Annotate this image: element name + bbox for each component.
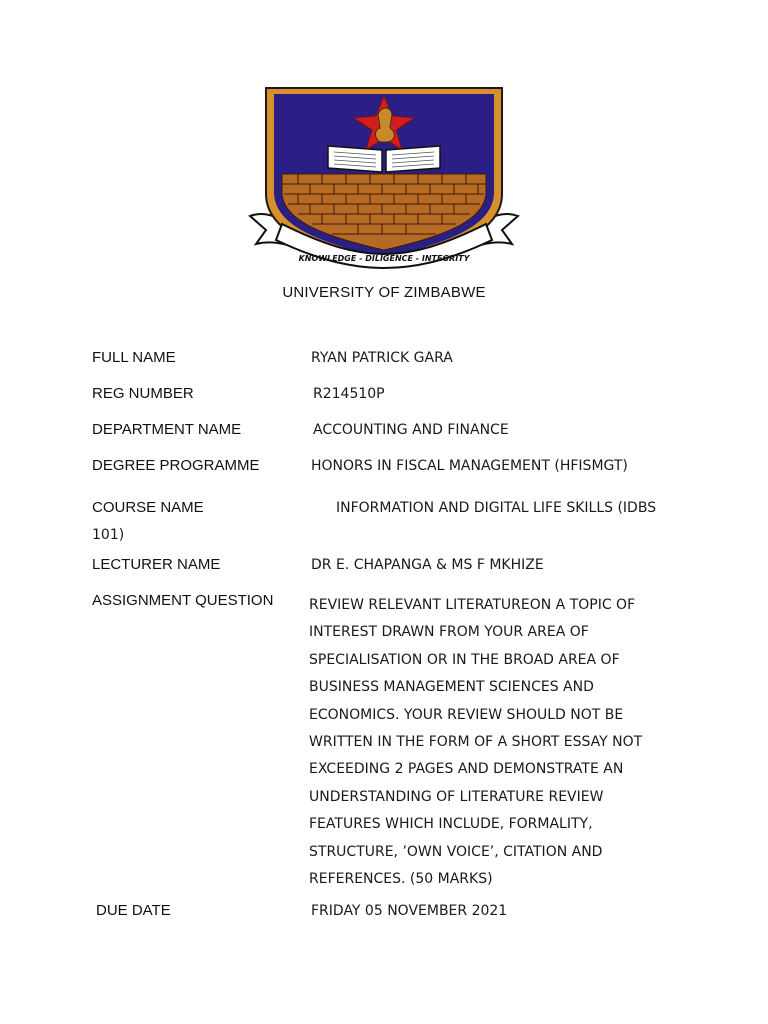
course-name-block bbox=[92, 494, 692, 548]
question-line: REFERENCES. (50 MARKS) bbox=[309, 871, 493, 888]
question-line: BUSINESS MANAGEMENT SCIENCES AND bbox=[309, 679, 594, 696]
lecturer-value: DR E. CHAPANGA & MS F MKHIZE bbox=[311, 557, 544, 573]
full-name-value: RYAN PATRICK GARA bbox=[311, 350, 453, 366]
full-name-label: FULL NAME bbox=[92, 349, 176, 366]
department-value: ACCOUNTING AND FINANCE bbox=[313, 422, 509, 438]
question-line: UNDERSTANDING OF LITERATURE REVIEW bbox=[309, 788, 604, 805]
reg-number-label: REG NUMBER bbox=[92, 385, 194, 402]
university-title bbox=[0, 284, 768, 301]
crest-motto: KNOWLEDGE - DILIGENCE - INTEGRITY bbox=[298, 254, 470, 263]
reg-number-value: R214510P bbox=[313, 386, 385, 402]
question-line: WRITTEN IN THE FORM OF A SHORT ESSAY NOT bbox=[309, 734, 643, 751]
assignment-question-text bbox=[309, 592, 679, 893]
course-name-label: COURSE NAME bbox=[92, 499, 204, 516]
degree-value: HONORS IN FISCAL MANAGEMENT (HFISMGT) bbox=[311, 458, 628, 474]
course-name-value-cont: 101) bbox=[92, 527, 125, 543]
university-crest-logo bbox=[246, 84, 522, 270]
question-line: INTEREST DRAWN FROM YOUR AREA OF bbox=[309, 624, 589, 641]
question-line: EXCEEDING 2 PAGES AND DEMONSTRATE AN bbox=[309, 761, 624, 778]
degree-label: DEGREE PROGRAMME bbox=[92, 457, 260, 474]
course-name-value: INFORMATION AND DIGITAL LIFE SKILLS (IDBS bbox=[336, 500, 657, 516]
question-line: FEATURES WHICH INCLUDE, FORMALITY, bbox=[309, 816, 593, 833]
lecturer-label: LECTURER NAME bbox=[92, 556, 221, 573]
university-name: UNIVERSITY OF ZIMBABWE bbox=[282, 284, 486, 301]
question-line: STRUCTURE, ’OWN VOICE’, CITATION AND bbox=[309, 843, 603, 860]
assignment-question-label: ASSIGNMENT QUESTION bbox=[92, 592, 274, 609]
question-line: ECONOMICS. YOUR REVIEW SHOULD NOT BE bbox=[309, 706, 624, 723]
department-label: DEPARTMENT NAME bbox=[92, 421, 242, 438]
due-date-label: DUE DATE bbox=[96, 902, 171, 919]
due-date-value: FRIDAY 05 NOVEMBER 2021 bbox=[311, 903, 508, 919]
question-line: SPECIALISATION OR IN THE BROAD AREA OF bbox=[309, 651, 620, 668]
question-line: REVIEW RELEVANT LITERATUREON A TOPIC OF bbox=[309, 597, 636, 613]
